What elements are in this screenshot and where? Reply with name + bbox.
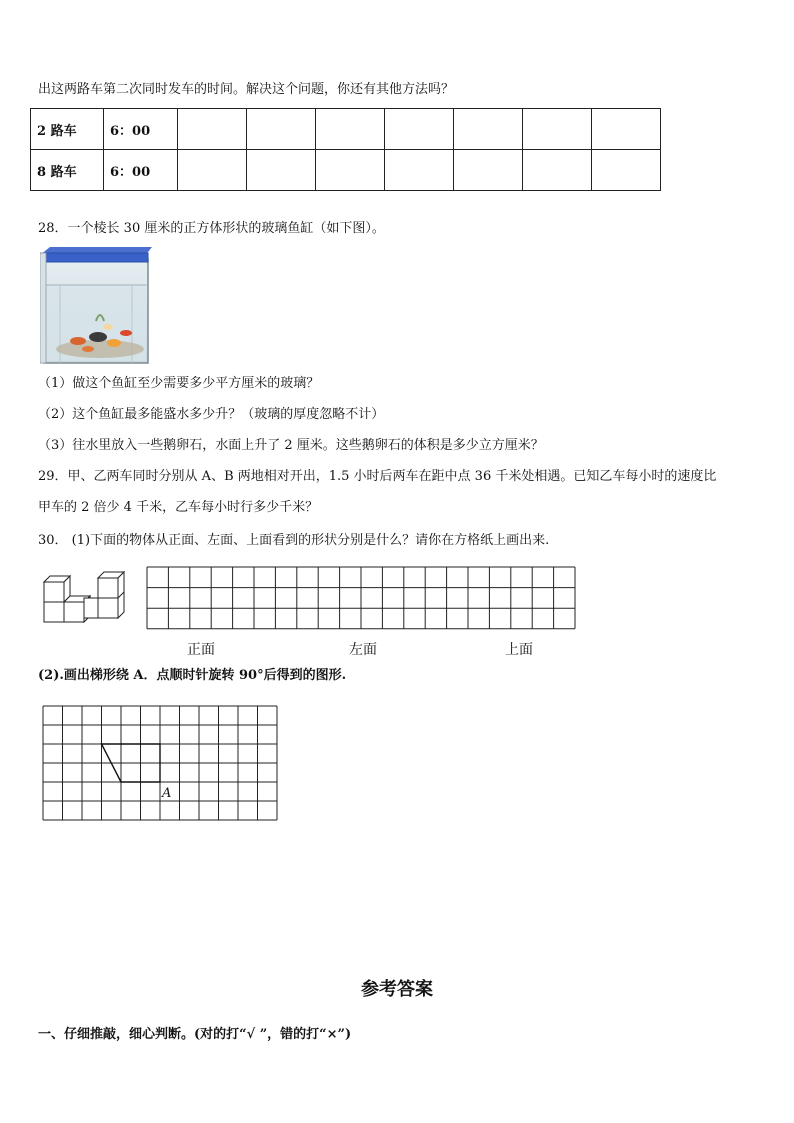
rotation-grid (42, 705, 280, 825)
empty-cell (454, 150, 523, 191)
route-cell: 8 路车 (31, 150, 104, 191)
q28-sub1: （1）做这个鱼缸至少需要多少平方厘米的玻璃？ (38, 376, 320, 391)
empty-cell (247, 150, 316, 191)
cube-stack-figure (42, 568, 126, 624)
q28-stem: 28．一个棱长 30 厘米的正方体形状的玻璃鱼缸（如下图）。 (38, 221, 385, 236)
point-a-label: A (162, 786, 172, 801)
q29-line1: 29．甲、乙两车同时分别从 A、B 两地相对开出，1.5 小时后两车在距中点 36 千米处相遇。已知乙车每小时的速度比 (38, 469, 717, 484)
view-label-front: 正面 (187, 642, 215, 658)
empty-cell (316, 109, 385, 150)
empty-cell (178, 109, 247, 150)
bus-schedule-table (30, 108, 661, 191)
time-cell: 6：00 (104, 109, 178, 150)
empty-cell (454, 109, 523, 150)
answers-title: 参考答案 (361, 979, 433, 1000)
empty-cell (385, 150, 454, 191)
empty-cell (523, 150, 592, 191)
fish-tank-image (40, 245, 152, 365)
section-heading: 一、仔细推敲，细心判断。(对的打“√ ”，错的打“×”) (38, 1027, 352, 1042)
intro-line: 出这两路车第二次同时发车的时间。解决这个问题，你还有其他方法吗？ (38, 82, 455, 97)
empty-cell (385, 109, 454, 150)
view-drawing-grid (146, 566, 578, 632)
view-label-left: 左面 (349, 642, 377, 658)
q28-sub3: （3）往水里放入一些鹅卵石，水面上升了 2 厘米。这些鹅卵石的体积是多少立方厘米？ (38, 438, 544, 453)
table-row (31, 109, 661, 150)
q29-line2: 甲车的 2 倍少 4 千米，乙车每小时行多少千米？ (38, 500, 319, 515)
q30-part1: 30． (1)下面的物体从正面、左面、上面看到的形状分别是什么？请你在方格纸上画出来. (38, 533, 550, 548)
time-cell: 6：00 (104, 150, 178, 191)
q28-sub2: （2）这个鱼缸最多能盛水多少升？（玻璃的厚度忽略不计） (38, 407, 385, 422)
empty-cell (523, 109, 592, 150)
empty-cell (316, 150, 385, 191)
empty-cell (178, 150, 247, 191)
q30-part2: (2).画出梯形绕 A．点顺时针旋转 90°后得到的图形. (38, 668, 347, 683)
view-label-top: 上面 (505, 642, 533, 658)
empty-cell (592, 150, 661, 191)
table-row (31, 150, 661, 191)
empty-cell (247, 109, 316, 150)
empty-cell (592, 109, 661, 150)
route-cell: 2 路车 (31, 109, 104, 150)
